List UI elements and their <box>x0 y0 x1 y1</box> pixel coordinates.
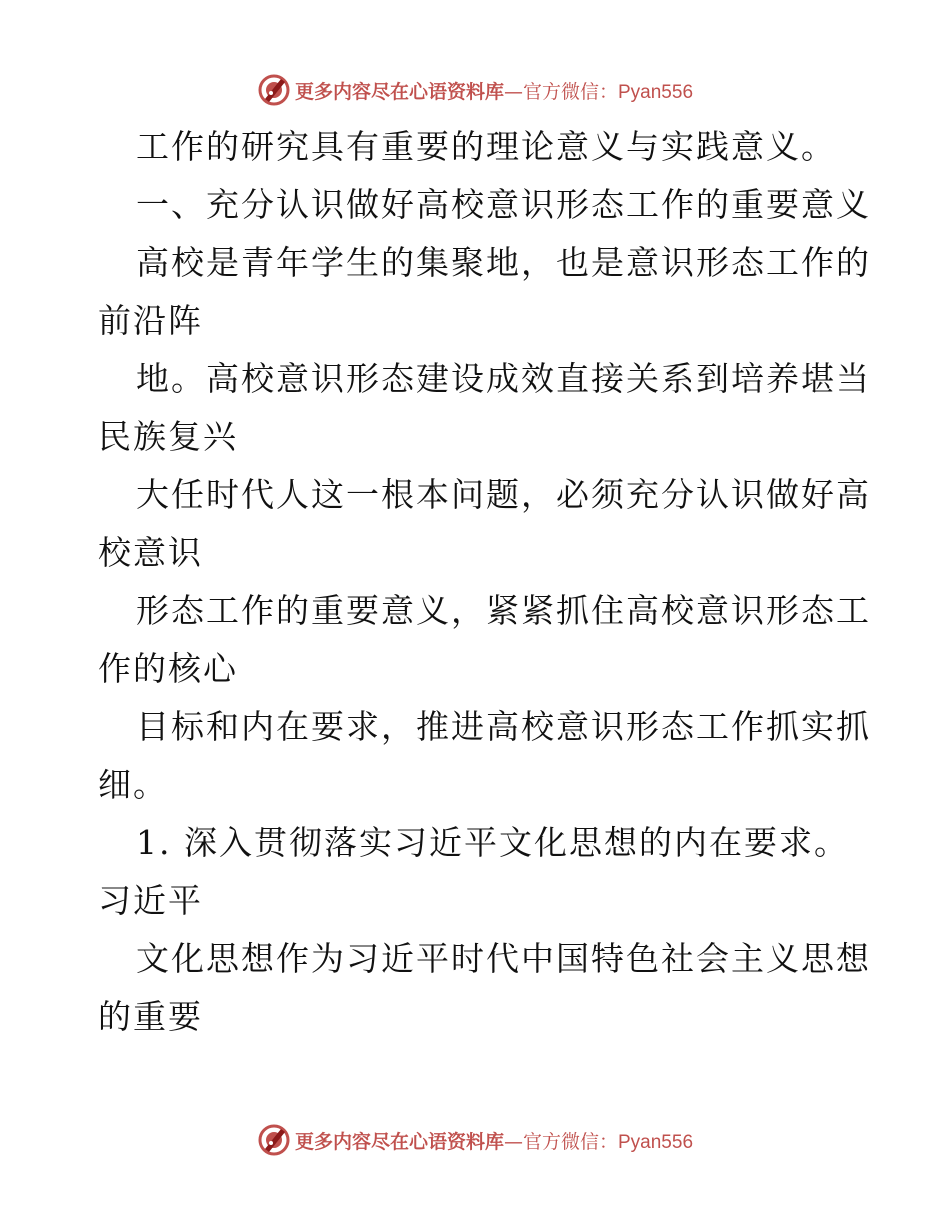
footer-banner-text <box>295 1127 693 1154</box>
text-line: 民族复兴 <box>98 417 238 456</box>
text-line: 细。 <box>98 765 168 804</box>
header-banner-id: Pyan556 <box>618 81 694 103</box>
header-banner <box>0 70 950 110</box>
text-line: 地。高校意识形态建设成效直接关系到培养堪当 <box>136 359 871 398</box>
footer-banner-id: Pyan556 <box>618 1131 694 1153</box>
text-line: 校意识 <box>98 533 203 572</box>
header-banner-dash: — <box>503 80 523 103</box>
footer-banner-label: 官方微信： <box>522 1130 618 1153</box>
text-line: 前沿阵 <box>98 301 203 340</box>
pen-logo-icon <box>257 1123 291 1157</box>
footer-banner-highlight: 更多内容尽在心语资料库 <box>294 1130 504 1153</box>
text-line: 文化思想作为习近平时代中国特色社会主义思想 <box>136 939 871 978</box>
text-line: 高校是青年学生的集聚地，也是意识形态工作的 <box>136 243 871 282</box>
document-body <box>98 118 871 1046</box>
footer-banner <box>0 1120 950 1160</box>
pen-logo-icon <box>257 73 291 107</box>
header-banner-highlight: 更多内容尽在心语资料库 <box>294 80 504 103</box>
text-line: 形态工作的重要意义，紧紧抓住高校意识形态工 <box>136 591 871 630</box>
subsection-heading: 1. 深入贯彻落实习近平文化思想的内在要求。 <box>136 823 849 862</box>
text-line: 习近平 <box>98 881 203 920</box>
section-heading: 一、充分认识做好高校意识形态工作的重要意义 <box>136 185 871 224</box>
footer-banner-dash: — <box>503 1130 523 1153</box>
header-banner-text <box>295 77 693 104</box>
text-line: 作的核心 <box>98 649 238 688</box>
text-line: 大任时代人这一根本问题，必须充分认识做好高 <box>136 475 871 514</box>
text-line: 的重要 <box>98 997 203 1036</box>
text-line: 目标和内在要求，推进高校意识形态工作抓实抓 <box>136 707 871 746</box>
text-line: 工作的研究具有重要的理论意义与实践意义。 <box>136 127 836 166</box>
header-banner-label: 官方微信： <box>522 80 618 103</box>
